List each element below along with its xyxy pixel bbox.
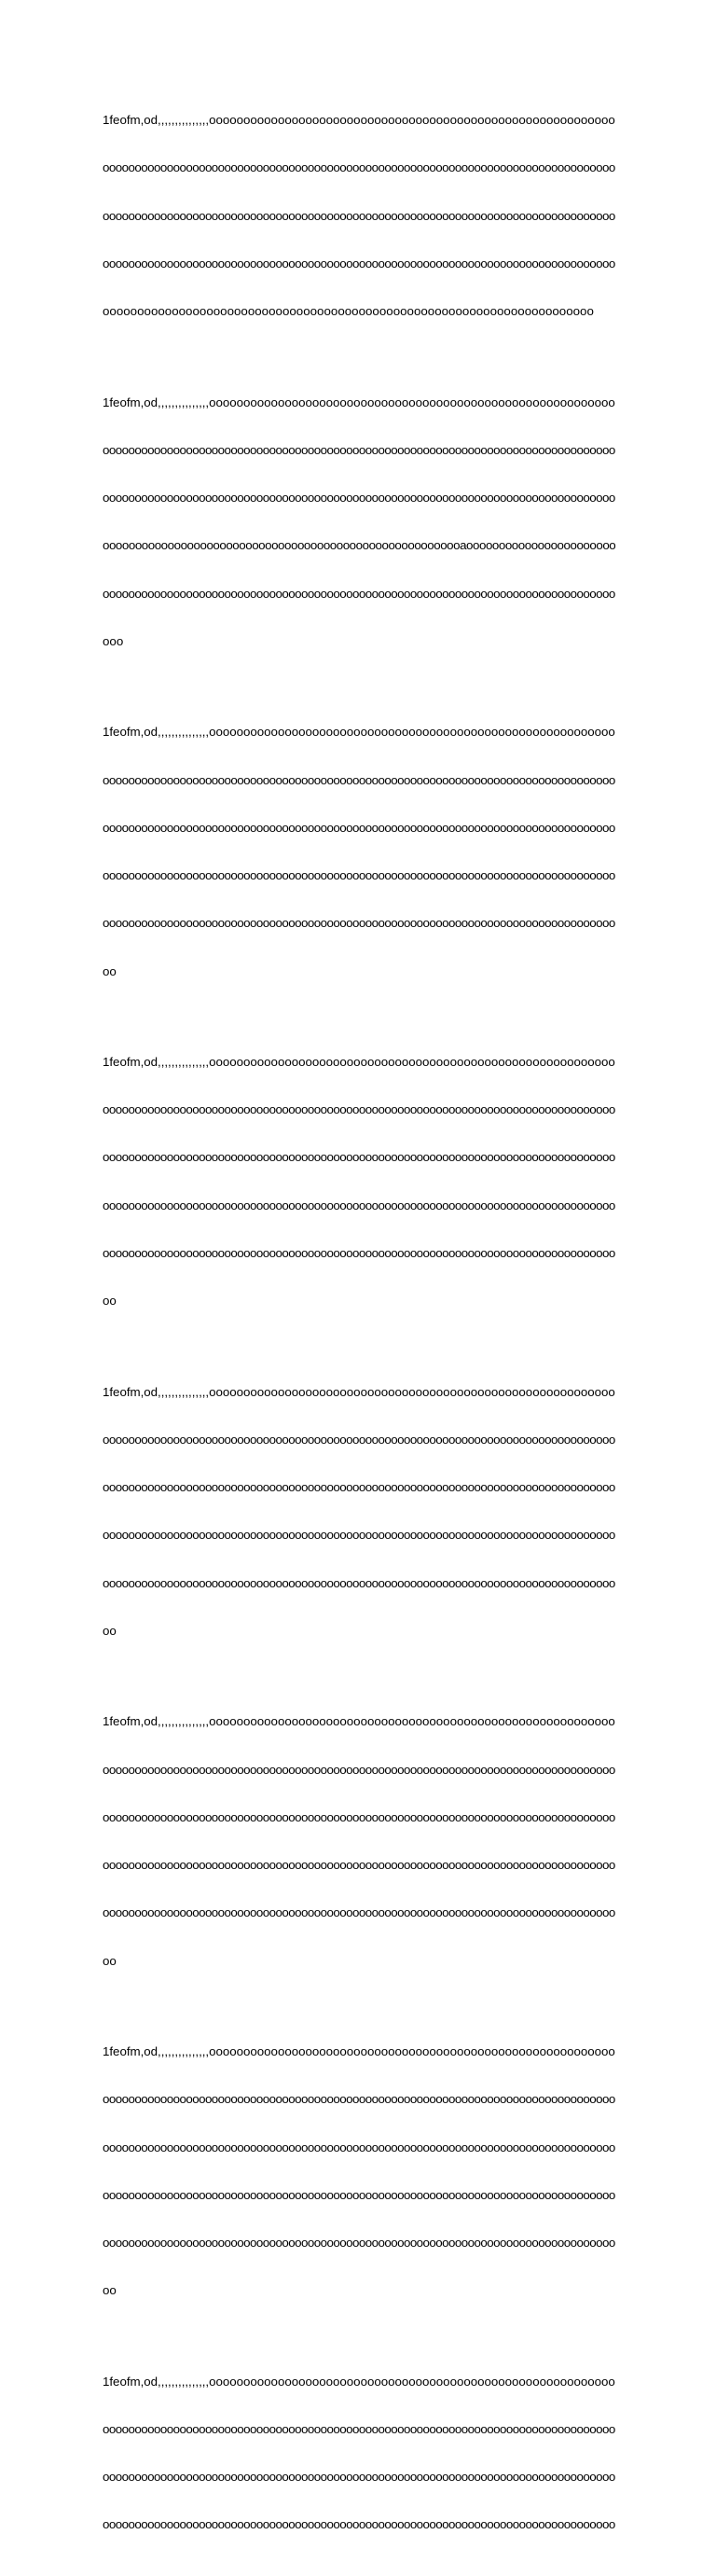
text-line: oooooooooooooooooooooooooooooooooooooooooooooooooooooooooooooooooooooooooooooooo xyxy=(103,2236,615,2251)
text-line: 1feofm,od,,,,,,,,,,,,,,,ooooooooooooooooooooooooooooooooooooooooooooooooooooooooooo xyxy=(103,2043,615,2058)
text-line: 1feofm,od,,,,,,,,,,,,,,,ooooooooooooooooooooooooooooooooooooooooooooooooooooooooooo xyxy=(103,113,615,128)
text-line: 1feofm,od,,,,,,,,,,,,,,,ooooooooooooooooooooooooooooooooooooooooooooooooooooooooooo xyxy=(103,395,615,409)
paragraph-4 xyxy=(103,1022,615,1341)
text-line: oooooooooooooooooooooooooooooooooooooooooooooooooooooooaooooooooooooooooooooooo xyxy=(103,538,616,553)
text-line: oo xyxy=(103,963,117,978)
paragraph-1 xyxy=(103,80,615,352)
text-line: oooooooooooooooooooooooooooooooooooooooooooooooooooooooooooooooooooooooooooooooo xyxy=(103,1150,615,1165)
text-line: 1feofm,od,,,,,,,,,,,,,,,ooooooooooooooooooooooooooooooooooooooooooooooooooooooooooo xyxy=(103,2374,615,2389)
text-line: oooooooooooooooooooooooooooooooooooooooooooooooooooooooooooooooooooooooooooooooo xyxy=(103,2187,615,2202)
text-line: oooooooooooooooooooooooooooooooooooooooooooooooooooooooooooooooooooooooooooooooo xyxy=(103,208,615,223)
text-line: oooooooooooooooooooooooooooooooooooooooooooooooooooooooooooooooooooooooooooooooo xyxy=(103,160,615,175)
text-line: oooooooooooooooooooooooooooooooooooooooooooooooooooooooooooooooooooooooooooooooo xyxy=(103,1102,615,1117)
paragraph-3 xyxy=(103,692,615,1011)
text-line: 1feofm,od,,,,,,,,,,,,,,,ooooooooooooooooooooooooooooooooooooooooooooooooooooooooooo xyxy=(103,1054,615,1069)
text-line: 1feofm,od,,,,,,,,,,,,,,,ooooooooooooooooooooooooooooooooooooooooooooooooooooooooooo xyxy=(103,1714,615,1729)
text-line: oooooooooooooooooooooooooooooooooooooooooooooooooooooooooooooooooooooooooooooooo xyxy=(103,586,615,601)
paragraph-8 xyxy=(103,2341,615,2564)
paragraph-2 xyxy=(103,362,615,681)
text-line: oo xyxy=(103,1953,117,1968)
text-line: ooooooooooooooooooooooooooooooooooooooooooooooooooooooooooooooooooooooo xyxy=(103,304,594,319)
text-line: oooooooooooooooooooooooooooooooooooooooooooooooooooooooooooooooooooooooooooooooo xyxy=(103,1575,615,1590)
text-line: oo xyxy=(103,1294,117,1309)
text-line: oooooooooooooooooooooooooooooooooooooooooooooooooooooooooooooooooooooooooooooooo xyxy=(103,1858,615,1873)
text-line: oooooooooooooooooooooooooooooooooooooooooooooooooooooooooooooooooooooooooooooooo xyxy=(103,1528,615,1543)
text-line: oo xyxy=(103,1624,117,1638)
text-line: oooooooooooooooooooooooooooooooooooooooooooooooooooooooooooooooooooooooooooooooo xyxy=(103,2421,615,2436)
text-line: oooooooooooooooooooooooooooooooooooooooooooooooooooooooooooooooooooooooooooooooo xyxy=(103,1480,615,1495)
paragraph-6 xyxy=(103,1682,615,2001)
text-line: oooooooooooooooooooooooooooooooooooooooooooooooooooooooooooooooooooooooooooooooo xyxy=(103,2140,615,2154)
text-line: oooooooooooooooooooooooooooooooooooooooooooooooooooooooooooooooooooooooooooooooo xyxy=(103,442,615,457)
text-line: oooooooooooooooooooooooooooooooooooooooooooooooooooooooooooooooooooooooooooooooo xyxy=(103,820,615,835)
text-line: oooooooooooooooooooooooooooooooooooooooooooooooooooooooooooooooooooooooooooooooo xyxy=(103,2517,615,2532)
text-line: 1feofm,od,,,,,,,,,,,,,,,ooooooooooooooooooooooooooooooooooooooooooooooooooooooooooo xyxy=(103,725,615,740)
text-line: oooooooooooooooooooooooooooooooooooooooooooooooooooooooooooooooooooooooooooooooo xyxy=(103,1809,615,1824)
text-line: 1feofm,od,,,,,,,,,,,,,,,ooooooooooooooooooooooooooooooooooooooooooooooooooooooooooo xyxy=(103,1384,615,1399)
document-body xyxy=(103,80,615,2576)
text-line: oooooooooooooooooooooooooooooooooooooooooooooooooooooooooooooooooooooooooooooooo xyxy=(103,916,615,931)
text-line: oooooooooooooooooooooooooooooooooooooooooooooooooooooooooooooooooooooooooooooooo xyxy=(103,1246,615,1261)
text-line: oooooooooooooooooooooooooooooooooooooooooooooooooooooooooooooooooooooooooooooooo xyxy=(103,1762,615,1777)
text-line: oooooooooooooooooooooooooooooooooooooooooooooooooooooooooooooooooooooooooooooooo xyxy=(103,256,615,271)
text-line: oooooooooooooooooooooooooooooooooooooooooooooooooooooooooooooooooooooooooooooooo xyxy=(103,2470,615,2485)
text-line: oo xyxy=(103,2283,117,2298)
text-line: oooooooooooooooooooooooooooooooooooooooooooooooooooooooooooooooooooooooooooooooo xyxy=(103,1905,615,1920)
text-line: oooooooooooooooooooooooooooooooooooooooooooooooooooooooooooooooooooooooooooooooo xyxy=(103,772,615,787)
paragraph-7 xyxy=(103,2012,615,2331)
text-line: oooooooooooooooooooooooooooooooooooooooooooooooooooooooooooooooooooooooooooooooo xyxy=(103,491,615,506)
text-line: oooooooooooooooooooooooooooooooooooooooooooooooooooooooooooooooooooooooooooooooo xyxy=(103,2092,615,2107)
text-line: oooooooooooooooooooooooooooooooooooooooooooooooooooooooooooooooooooooooooooooooo xyxy=(103,1432,615,1447)
text-line: oooooooooooooooooooooooooooooooooooooooooooooooooooooooooooooooooooooooooooooooo xyxy=(103,868,615,883)
text-line: ooo xyxy=(103,633,124,648)
paragraph-5 xyxy=(103,1351,615,1670)
text-line: oooooooooooooooooooooooooooooooooooooooooooooooooooooooooooooooooooooooooooooooo xyxy=(103,1198,615,1212)
